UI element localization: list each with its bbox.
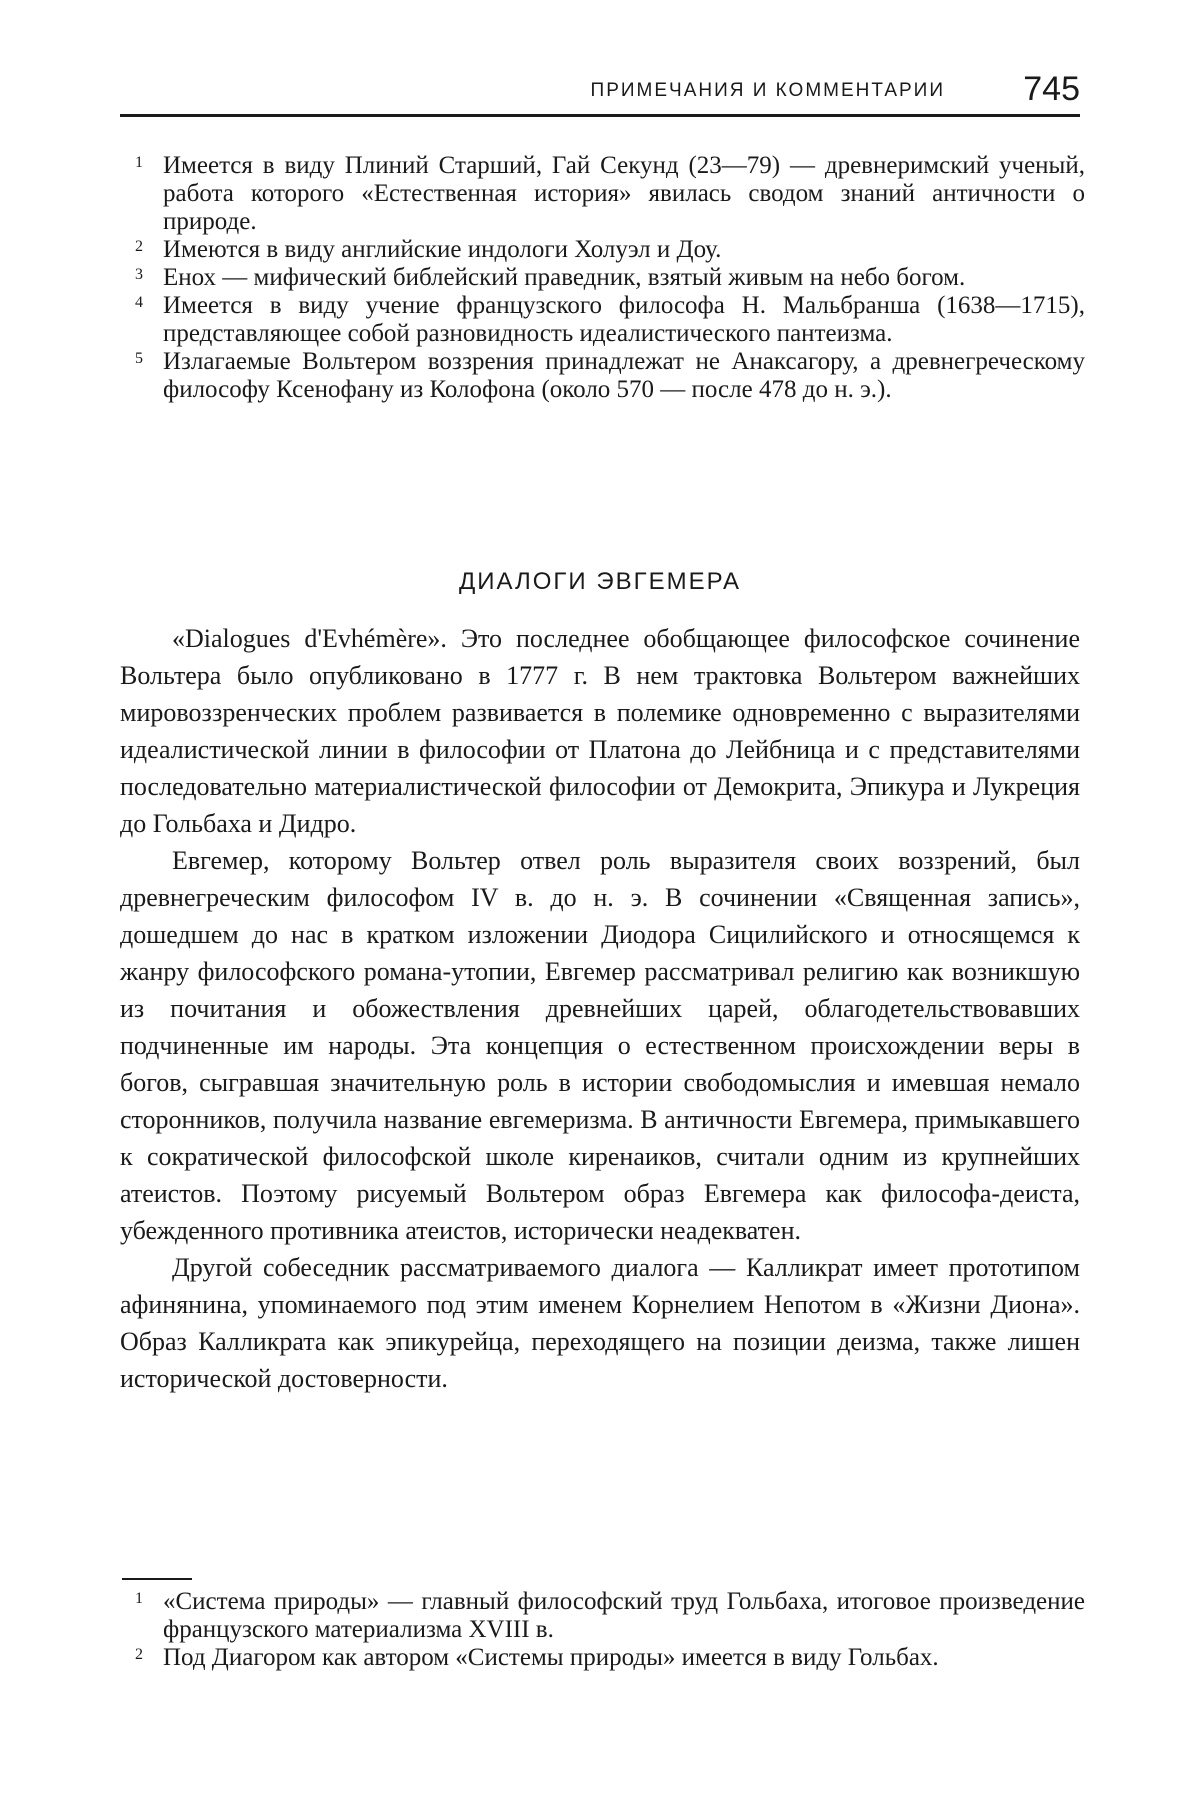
section-body xyxy=(120,620,1080,1397)
footnote-number: 1 xyxy=(135,1590,143,1607)
body-paragraph: Евгемер, которому Вольтер отвел роль выразителя своих воззрений, был древнегреческим философом IV в. до н. э. В сочинении «Священная запись», дошедшем до нас в кратком изложении Диодора Сицилийского и относящемся к жанру философского романа-утопии, Евгемер рассматривал религию как возникшую из почитания и обожествления древнейших царей, облагодетельствовавших подчиненные им народы. Эта концепция о естественном происхождении веры в богов, сыгравшая значительную роль в истории свободомыслия и имевшая немало сторонников, получила название евгемеризма. В античности Евгемера, примыкавшего к сократической философской школе киренаиков, считали одним из крупнейших атеистов. Поэтому рисуемый Вольтером образ Евгемера как философа-деиста, убежденного противника атеистов, исторически неадекватен. xyxy=(120,846,1080,1245)
footnotes xyxy=(135,1588,1085,1672)
footnote-text: Под Диагором как автором «Системы природы» имеется в виду Гольбах. xyxy=(163,1644,939,1671)
endnote-number: 1 xyxy=(135,154,143,171)
endnotes-top xyxy=(135,152,1085,404)
footnote-rule xyxy=(122,1578,192,1580)
endnote xyxy=(135,236,1085,264)
section-title: ДИАЛОГИ ЭВГЕМЕРА xyxy=(458,568,742,595)
endnote-number: 5 xyxy=(135,350,143,367)
footnote-text: «Система природы» — главный философский труд Гольбаха, итоговое произведение французского материализма XVIII в. xyxy=(163,1588,1085,1643)
endnote-number: 4 xyxy=(135,294,143,311)
header-rule xyxy=(120,114,1080,117)
endnote xyxy=(135,348,1085,404)
footnote xyxy=(135,1644,1085,1672)
footnote-number: 2 xyxy=(135,1646,143,1663)
endnote xyxy=(135,152,1085,236)
endnote-text: Излагаемые Вольтером воззрения принадлежат не Анаксагору, а древнегреческому философу Ксенофану из Колофона (около 570 — после 478 до н. э.). xyxy=(163,348,1085,403)
endnote xyxy=(135,264,1085,292)
endnote-text: Енох — мифический библейский праведник, взятый живым на небо богом. xyxy=(163,264,966,291)
endnote-text: Имеются в виду английские индологи Холуэл и Доу. xyxy=(163,236,722,263)
footnote xyxy=(135,1588,1085,1644)
endnote-number: 3 xyxy=(135,266,143,283)
body-paragraph: «Dialogues d'Evhémère». Это последнее обобщающее философское сочинение Вольтера было опубликовано в 1777 г. В нем трактовка Вольтером важнейших мировоззренческих проблем развивается в полемике одновременно с выразителями идеалистической линии в философии от Платона до Лейбница и с представителями последовательно материалистической философии от Демокрита, Эпикура и Лукреция до Гольбаха и Дидро. xyxy=(120,624,1080,838)
endnote-text: Имеется в виду Плиний Старший, Гай Секунд (23—79) — древнеримский ученый, работа которого «Естественная история» явилась сводом знаний античности о природе. xyxy=(163,152,1085,235)
running-head xyxy=(120,70,1080,116)
endnote xyxy=(135,292,1085,348)
endnote-number: 2 xyxy=(135,238,143,255)
page-number: 745 xyxy=(1023,70,1080,108)
body-paragraph: Другой собеседник рассматриваемого диалога — Калликрат имеет прототипом афинянина, упоминаемого под этим именем Корнелием Непотом в «Жизни Диона». Образ Калликрата как эпикурейца, переходящего на позиции деизма, также лишен исторической достоверности. xyxy=(120,1253,1080,1393)
endnote-text: Имеется в виду учение французского философа Н. Мальбранша (1638—1715), представляющее собой разновидность идеалистического пантеизма. xyxy=(163,292,1085,347)
running-head-title: ПРИМЕЧАНИЯ И КОММЕНТАРИИ xyxy=(590,80,945,101)
